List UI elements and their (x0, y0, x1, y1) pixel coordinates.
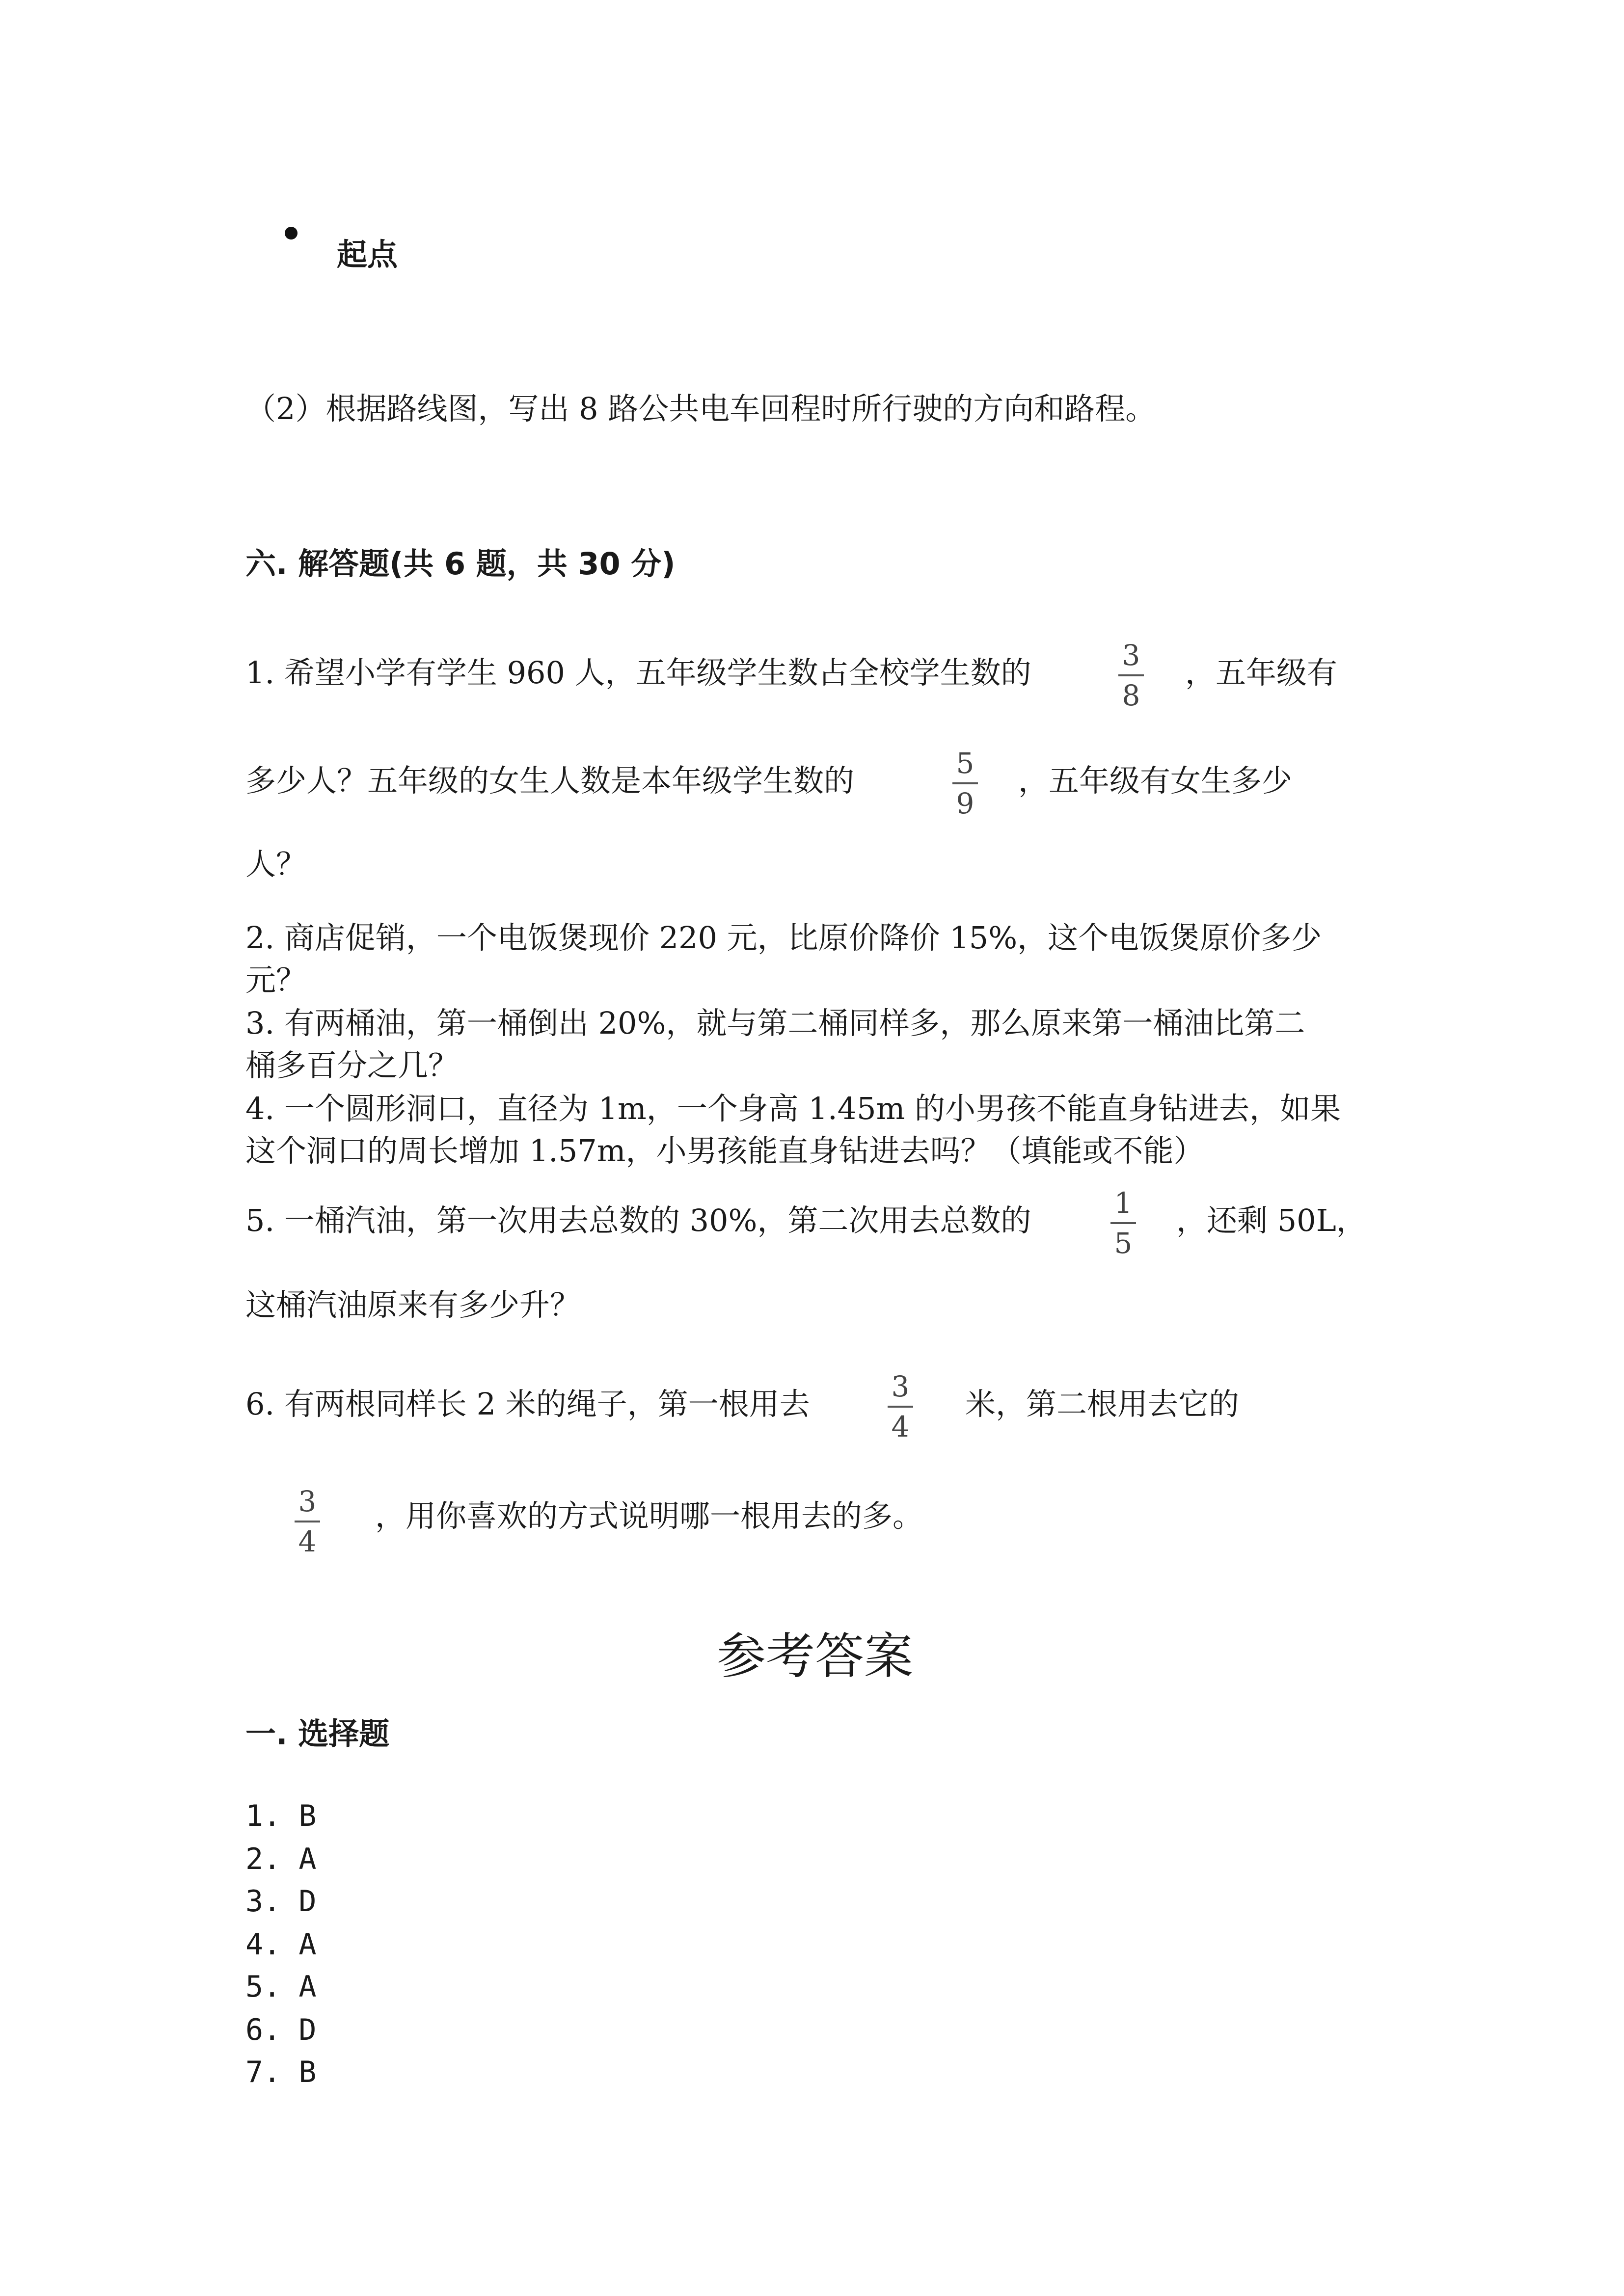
fraction-bar (1110, 1222, 1136, 1224)
q3-line2: 桶多百分之几？ (245, 1047, 459, 1083)
fraction-denominator: 9 (956, 787, 974, 820)
answer-item: 5. A (245, 1970, 317, 2004)
q6-line2-tail: ，用你喜欢的方式说明哪一根用去的多。 (375, 1498, 923, 1534)
fraction-bar (952, 782, 978, 784)
answer-item: 3. D (245, 1884, 317, 1919)
answer-item: 4. A (245, 1927, 317, 1962)
fraction-bar (295, 1521, 320, 1522)
part2-question: （2）根据路线图，写出 8 路公共电车回程时所行驶的方向和路程。 (245, 391, 1156, 427)
q1-line1-text: 1. 希望小学有学生 960 人，五年级学生数占全校学生数的 (245, 655, 1031, 691)
q3-line1: 3. 有两桶油，第一桶倒出 20%，就与第二桶同样多，那么原来第一桶油比第二 (245, 1005, 1305, 1041)
fraction-numerator: 3 (298, 1485, 317, 1518)
fraction-numerator: 3 (1122, 639, 1140, 672)
q6-line1-tail: 米，第二根用去它的 (965, 1386, 1240, 1422)
q5-line1-text: 5. 一桶汽油，第一次用去总数的 30%，第二次用去总数的 (245, 1202, 1031, 1238)
q2-line1: 2. 商店促销，一个电饭煲现价 220 元，比原价降价 15%，这个电饭煲原价多少 (245, 920, 1322, 956)
fraction-numerator: 5 (956, 747, 974, 780)
q1-line1-tail: ，五年级有 (1185, 655, 1338, 691)
section6-heading: 六. 解答题(共 6 题，共 30 分) (245, 546, 676, 582)
fraction-denominator: 4 (298, 1525, 317, 1558)
q1-line2-text: 多少人？五年级的女生人数是本年级学生数的 (245, 763, 855, 799)
fraction-3-4 (888, 1372, 913, 1441)
answers-title: 参考答案 (717, 1628, 913, 1685)
answers-section1-heading: 一. 选择题 (245, 1716, 390, 1752)
fraction-1-5 (1110, 1186, 1136, 1260)
fraction-3-4-second (295, 1487, 320, 1556)
q1-line2-tail: ，五年级有女生多少 (1018, 763, 1293, 799)
q5-line1-tail: ，还剩 50L， (1176, 1202, 1367, 1238)
fraction-numerator: 1 (1114, 1186, 1133, 1220)
q2-line2: 元？ (245, 962, 307, 998)
q4-line1: 4. 一个圆形洞口，直径为 1m，一个身高 1.45m 的小男孩不能直身钻进去，如果 (245, 1091, 1341, 1126)
fraction-bar (888, 1406, 913, 1408)
fraction-denominator: 5 (1114, 1227, 1133, 1260)
answer-item: 7. B (245, 2055, 317, 2089)
q1-line3: 人？ (245, 846, 307, 882)
fraction-bar (1118, 674, 1144, 676)
fraction-denominator: 4 (891, 1410, 910, 1443)
start-point-label: 起点 (337, 237, 398, 272)
answer-item: 1. B (245, 1799, 317, 1833)
start-point-dot (285, 227, 298, 240)
q6-line1-text: 6. 有两根同样长 2 米的绳子，第一根用去 (245, 1386, 810, 1422)
fraction-denominator: 8 (1122, 679, 1140, 712)
answer-item: 2. A (245, 1842, 317, 1876)
fraction-3-8 (1118, 641, 1144, 710)
fraction-5-9 (952, 749, 978, 818)
fraction-numerator: 3 (891, 1370, 910, 1403)
answer-item: 6. D (245, 2013, 317, 2047)
q4-line2: 这个洞口的周长增加 1.57m，小男孩能直身钻进去吗？（填能或不能） (245, 1133, 1204, 1169)
q5-line2: 这桶汽油原来有多少升？ (245, 1287, 581, 1323)
